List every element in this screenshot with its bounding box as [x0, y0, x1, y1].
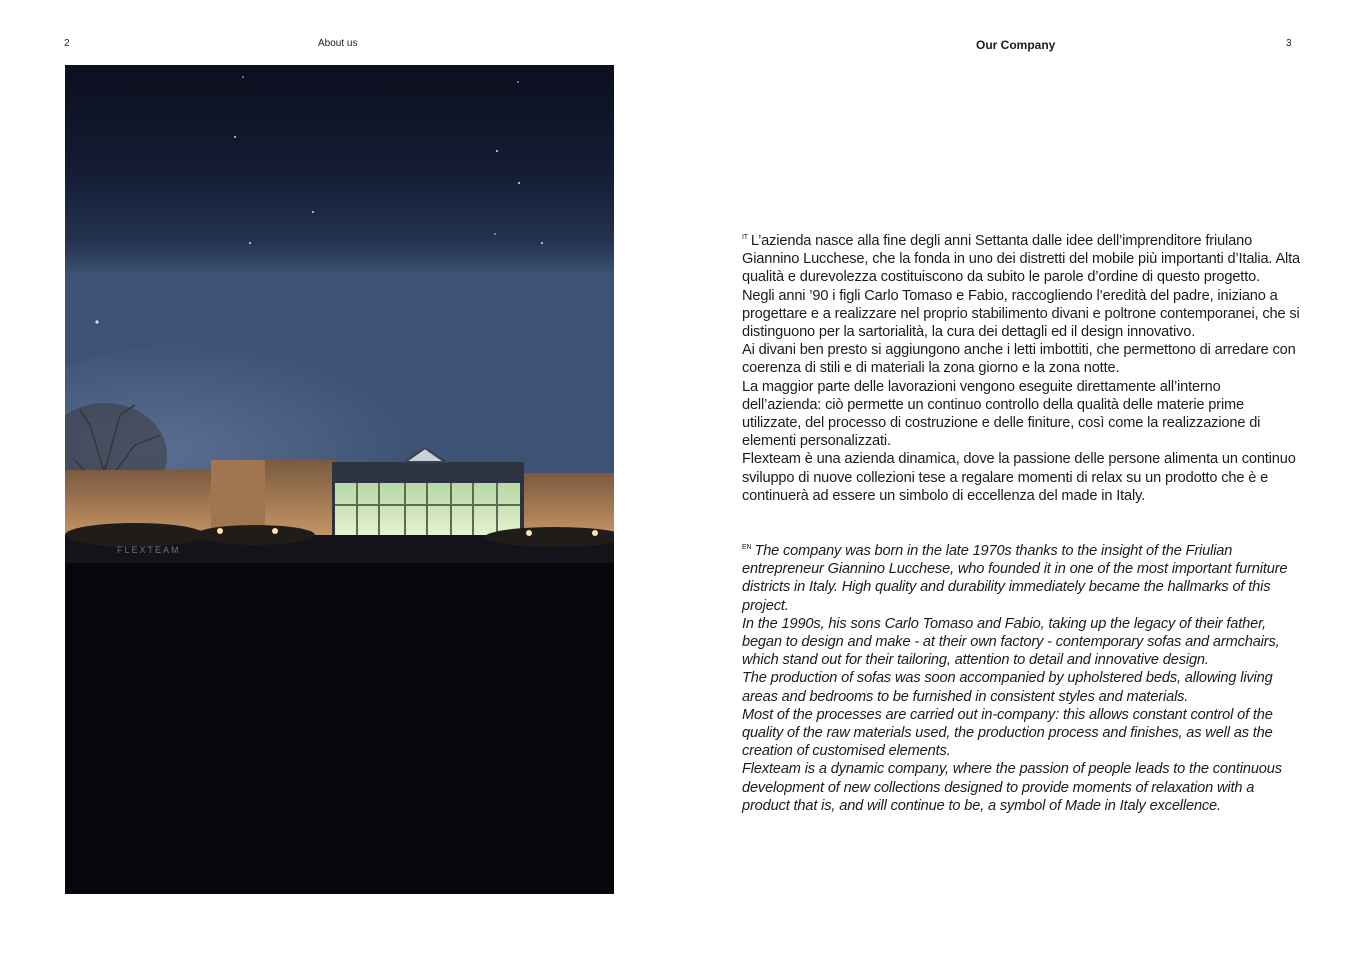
right-page-number: 3 — [1286, 38, 1292, 49]
italian-text-block — [742, 229, 1302, 505]
left-page-number: 2 — [64, 38, 70, 49]
english-paragraph: In the 1990s, his sons Carlo Tomaso and Fabio, taking up the legacy of their father, began to design and make - at their own factory - contemporary sofas and armchairs, which stand out for their tailoring, attention to detail and innovative design. — [742, 615, 1280, 669]
flexteam-sign: FLEXTEAM — [117, 545, 181, 555]
dark-lawn — [65, 563, 614, 894]
italian-paragraph: Negli anni ’90 i figli Carlo Tomaso e Fabio, raccogliendo l’eredità del padre, iniziano a progettare e a realizzare nel proprio stabilimento divani e poltrone contemporanei, che si distinguono per la sartorialità, la cura dei dettagli ed il design innovativo. — [742, 287, 1300, 341]
italian-paragraph: Flexteam è una azienda dinamica, dove la passione delle persone alimenta un continuo sviluppo di nuove collezioni tese a regalare momenti di relax su un prodotto che è e continuerà ad essere un simbolo di eccellenza del made in Italy. — [742, 451, 1296, 504]
english-paragraph: Flexteam is a dynamic company, where the passion of people leads to the continuous development of new collections designed to provide moments of relaxation with a product that is, and will continue to be, a symbol of Made in Italy excellence. — [742, 761, 1282, 814]
english-paragraph: The production of sofas was soon accompanied by upholstered beds, allowing living areas and bedrooms to be furnished in consistent styles and materials. — [742, 670, 1273, 705]
lang-tag-it: IT — [742, 234, 748, 241]
english-paragraph: $^{EN}$ The company was born in the late 1970s thanks to the insight of the Friulian entrepreneur Giannino Lucchese, who founded it in one of the most important furniture districts in Italy. High quality and durability immediately became the hallmarks of this project. — [742, 543, 1288, 614]
italian-paragraph: Ai divani ben presto si aggiungono anche i letti imbottiti, che permettono di arredare con coerenza di stili e di materiali la zona giorno e la zona notte. — [742, 342, 1296, 377]
italian-paragraph: $^{IT}$ L’azienda nasce alla fine degli anni Settanta dalle idee dell’imprenditore friulano Giannino Lucchese, che la fonda in uno dei distretti del mobile più importanti d’Italia. Alta qualità e durevolezza costituiscono da subito le parole d’ordine di questo progetto. — [742, 233, 1300, 286]
english-paragraph: Most of the processes are carried out in-company: this allows constant control of the quality of the raw materials used, the production process and finishes, as well as the creation of customised elements. — [742, 706, 1273, 760]
factory-night-photo — [65, 65, 614, 894]
italian-paragraph: La maggior parte delle lavorazioni vengono eseguite direttamente all’interno dell’azienda: ciò permette un continuo controllo della qualità delle materie prime utilizzate, del processo di costruzione e delle finiture, così come la realizzazione di elementi personalizzati. — [742, 378, 1261, 450]
lang-tag-en: EN — [742, 544, 752, 551]
left-section-title: About us — [318, 38, 358, 49]
right-section-title: Our Company — [976, 38, 1056, 52]
english-text-block — [742, 539, 1302, 815]
